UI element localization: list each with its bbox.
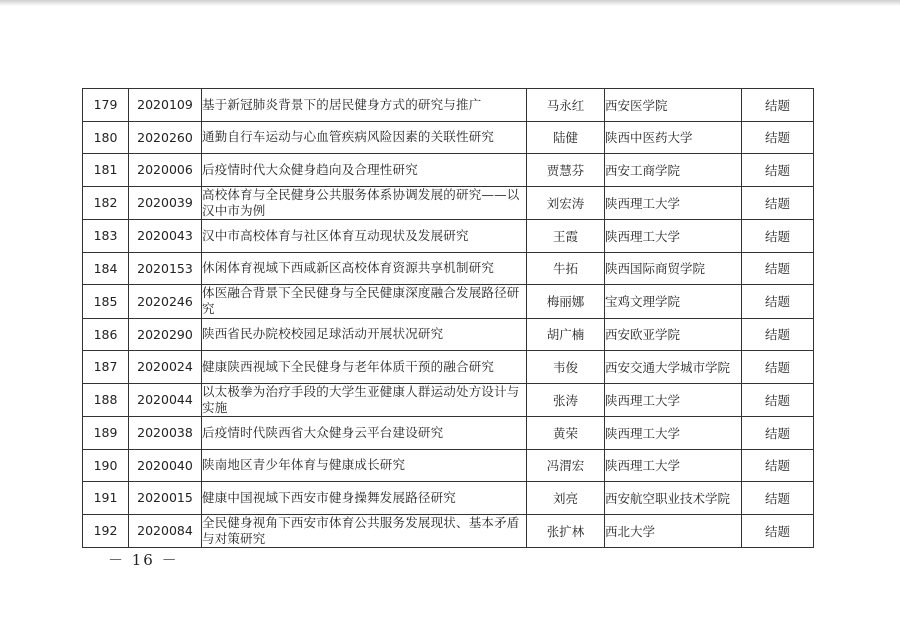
row-index: 183 xyxy=(83,220,129,253)
institution: 陕西理工大学 xyxy=(605,186,742,220)
row-index: 184 xyxy=(83,252,129,285)
project-leader: 刘宏涛 xyxy=(527,186,605,220)
row-index: 179 xyxy=(83,89,129,122)
table-row xyxy=(83,89,814,122)
project-leader: 马永红 xyxy=(527,89,605,122)
page-edge-shadow xyxy=(0,0,900,6)
project-leader: 刘亮 xyxy=(527,482,605,515)
project-code: 2020290 xyxy=(129,318,202,351)
row-index: 185 xyxy=(83,285,129,319)
project-status: 结题 xyxy=(742,417,814,450)
row-index: 186 xyxy=(83,318,129,351)
project-code: 2020084 xyxy=(129,514,202,548)
project-status: 结题 xyxy=(742,89,814,122)
institution: 西安工商学院 xyxy=(605,154,742,187)
project-leader: 胡广楠 xyxy=(527,318,605,351)
project-leader: 王霞 xyxy=(527,220,605,253)
project-code: 2020024 xyxy=(129,351,202,384)
project-title: 休闲体育视域下西咸新区高校体育资源共享机制研究 xyxy=(202,252,527,285)
project-leader: 牛拓 xyxy=(527,252,605,285)
project-leader: 陆健 xyxy=(527,121,605,154)
project-status: 结题 xyxy=(742,318,814,351)
institution: 西安欧亚学院 xyxy=(605,318,742,351)
project-leader: 贾慧芬 xyxy=(527,154,605,187)
project-status: 结题 xyxy=(742,514,814,548)
project-status: 结题 xyxy=(742,220,814,253)
row-index: 187 xyxy=(83,351,129,384)
project-leader: 梅丽娜 xyxy=(527,285,605,319)
row-index: 181 xyxy=(83,154,129,187)
row-index: 188 xyxy=(83,383,129,417)
project-status: 结题 xyxy=(742,351,814,384)
institution: 陕西中医药大学 xyxy=(605,121,742,154)
project-code: 2020260 xyxy=(129,121,202,154)
project-code: 2020044 xyxy=(129,383,202,417)
institution: 西北大学 xyxy=(605,514,742,548)
project-status: 结题 xyxy=(742,154,814,187)
row-index: 189 xyxy=(83,417,129,450)
row-index: 182 xyxy=(83,186,129,220)
institution: 西安交通大学城市学院 xyxy=(605,351,742,384)
project-title: 基于新冠肺炎背景下的居民健身方式的研究与推广 xyxy=(202,89,527,122)
row-index: 190 xyxy=(83,449,129,482)
project-leader: 韦俊 xyxy=(527,351,605,384)
project-code: 2020039 xyxy=(129,186,202,220)
project-code: 2020038 xyxy=(129,417,202,450)
project-status: 结题 xyxy=(742,449,814,482)
project-status: 结题 xyxy=(742,383,814,417)
table-row xyxy=(83,220,814,253)
project-code: 2020006 xyxy=(129,154,202,187)
project-title: 通勤自行车运动与心血管疾病风险因素的关联性研究 xyxy=(202,121,527,154)
table-row xyxy=(83,449,814,482)
project-code: 2020043 xyxy=(129,220,202,253)
institution: 陕西理工大学 xyxy=(605,417,742,450)
project-status: 结题 xyxy=(742,186,814,220)
table-row xyxy=(83,482,814,515)
project-leader: 黄荣 xyxy=(527,417,605,450)
project-status: 结题 xyxy=(742,482,814,515)
project-leader: 冯渭宏 xyxy=(527,449,605,482)
row-index: 192 xyxy=(83,514,129,548)
table-row xyxy=(83,154,814,187)
institution: 陕西理工大学 xyxy=(605,220,742,253)
project-title: 汉中市高校体育与社区体育互动现状及发展研究 xyxy=(202,220,527,253)
project-title: 健康陕西视域下全民健身与老年体质干预的融合研究 xyxy=(202,351,527,384)
project-status: 结题 xyxy=(742,285,814,319)
table-row xyxy=(83,383,814,417)
project-title: 后疫情时代大众健身趋向及合理性研究 xyxy=(202,154,527,187)
project-title: 健康中国视域下西安市健身操舞发展路径研究 xyxy=(202,482,527,515)
institution: 西安医学院 xyxy=(605,89,742,122)
project-leader: 张涛 xyxy=(527,383,605,417)
institution: 陕西理工大学 xyxy=(605,449,742,482)
project-title: 全民健身视角下西安市体育公共服务发展现状、基本矛盾与对策研究 xyxy=(202,514,527,548)
project-table-body xyxy=(83,89,814,548)
institution: 西安航空职业技术学院 xyxy=(605,482,742,515)
table-row xyxy=(83,285,814,319)
institution: 宝鸡文理学院 xyxy=(605,285,742,319)
table-row xyxy=(83,252,814,285)
institution: 陕西国际商贸学院 xyxy=(605,252,742,285)
project-code: 2020153 xyxy=(129,252,202,285)
project-code: 2020040 xyxy=(129,449,202,482)
row-index: 180 xyxy=(83,121,129,154)
project-status: 结题 xyxy=(742,121,814,154)
project-code: 2020109 xyxy=(129,89,202,122)
project-title: 陕西省民办院校校园足球活动开展状况研究 xyxy=(202,318,527,351)
table-row xyxy=(83,186,814,220)
project-title: 体医融合背景下全民健身与全民健康深度融合发展路径研究 xyxy=(202,285,527,319)
project-table xyxy=(82,88,814,548)
page-number: － 16 － xyxy=(108,551,179,569)
table-row xyxy=(83,318,814,351)
project-code: 2020015 xyxy=(129,482,202,515)
institution: 陕西理工大学 xyxy=(605,383,742,417)
row-index: 191 xyxy=(83,482,129,515)
project-title: 陕南地区青少年体育与健康成长研究 xyxy=(202,449,527,482)
project-title: 以太极拳为治疗手段的大学生亚健康人群运动处方设计与实施 xyxy=(202,383,527,417)
table-row xyxy=(83,514,814,548)
project-title: 后疫情时代陕西省大众健身云平台建设研究 xyxy=(202,417,527,450)
project-leader: 张扩林 xyxy=(527,514,605,548)
table-row xyxy=(83,121,814,154)
table-row xyxy=(83,417,814,450)
table-row xyxy=(83,351,814,384)
project-code: 2020246 xyxy=(129,285,202,319)
project-title: 高校体育与全民健身公共服务体系协调发展的研究——以汉中市为例 xyxy=(202,186,527,220)
project-status: 结题 xyxy=(742,252,814,285)
